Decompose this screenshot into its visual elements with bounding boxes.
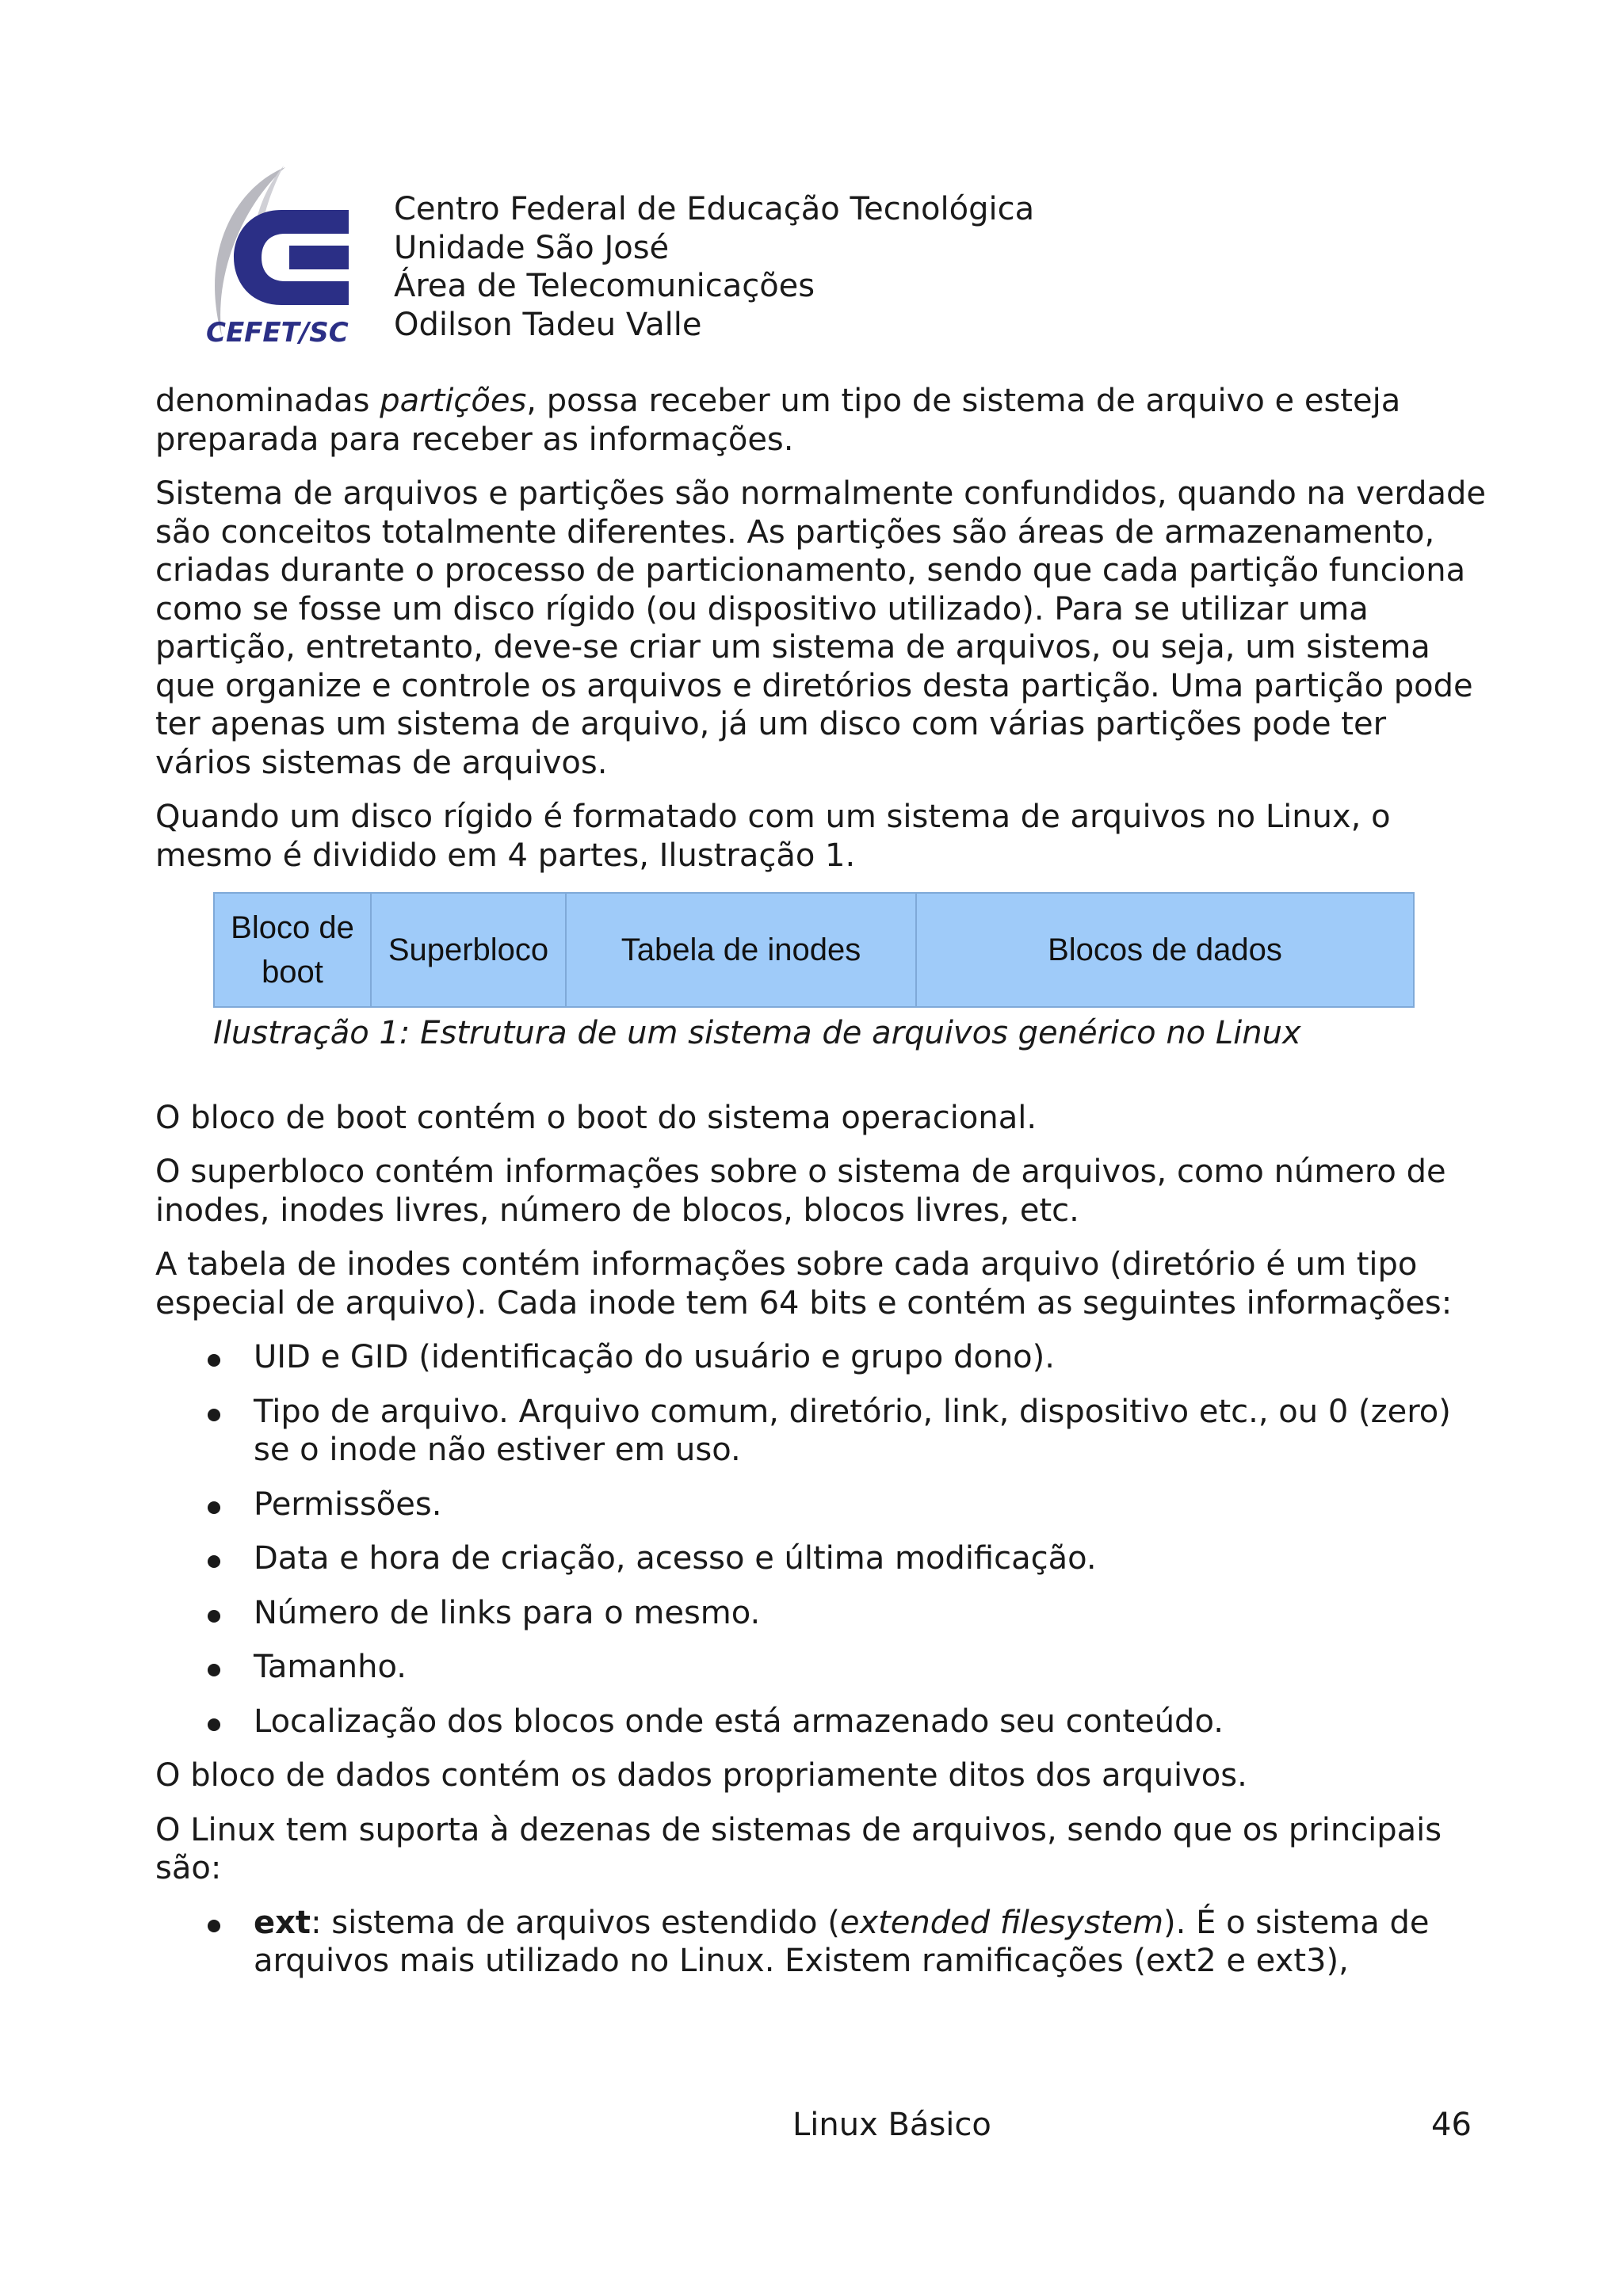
bullet-icon bbox=[208, 1409, 220, 1421]
footer-title: Linux Básico bbox=[792, 2107, 991, 2143]
cefet-logo bbox=[190, 162, 380, 353]
paragraph: A tabela de inodes contém informações sobre cada arquivo (diretório é um tipo especial de arquivo). Cada inode tem 64 bits e contém as seguintes informações: bbox=[155, 1246, 1453, 1322]
list-item: Tipo de arquivo. Arquivo comum, diretório, link, dispositivo etc., ou 0 (zero) se o inode não estiver em uso. bbox=[155, 1393, 1487, 1470]
bullet-icon bbox=[208, 1718, 220, 1731]
paragraph: O bloco de boot contém o boot do sistema operacional. bbox=[155, 1099, 1037, 1136]
paragraph: denominadas partições, possa receber um tipo de sistema de arquivo e esteja preparada para receber as informações. bbox=[155, 383, 1401, 458]
paragraph: Quando um disco rígido é formatado com um sistema de arquivos no Linux, o mesmo é dividido em 4 partes, Ilustração 1. bbox=[155, 799, 1391, 874]
paragraph: O bloco de dados contém os dados propriamente ditos dos arquivos. bbox=[155, 1757, 1247, 1794]
illustration-cell-superblock: Superbloco bbox=[372, 894, 567, 1006]
inode-info-list bbox=[155, 1338, 1487, 1741]
bullet-icon bbox=[208, 1920, 220, 1932]
list-item: Localização dos blocos onde está armazenado seu conteúdo. bbox=[155, 1703, 1487, 1741]
logo-text: CEFET/SC bbox=[206, 317, 349, 349]
paragraph: Sistema de arquivos e partições são normalmente confundidos, quando na verdade são conceitos totalmente diferentes. As partições são áreas de armazenamento, criadas durante o processo de particionamento, sendo que cada partição funciona como se fosse um disco rígido (ou dispositivo utilizado). Para se utilizar uma partição, entretanto, deve-se criar um sistema de arquivos, ou seja, um sistema que organize e controle os arquivos e diretórios desta partição. Uma partição pode ter apenas um sistema de arquivo, já um disco com várias partições pode ter vários sistemas de arquivos. bbox=[155, 475, 1487, 781]
document-body bbox=[155, 382, 1487, 1997]
list-item: Permissões. bbox=[155, 1486, 1487, 1524]
document-header bbox=[394, 190, 1034, 344]
list-item: Data e hora de criação, acesso e última modificação. bbox=[155, 1539, 1487, 1578]
header-author: Odilson Tadeu Valle bbox=[394, 306, 702, 343]
illustration-cell-inode-table: Tabela de inodes bbox=[567, 894, 917, 1006]
list-item: Tamanho. bbox=[155, 1648, 1487, 1687]
filesystem-structure-illustration bbox=[213, 892, 1415, 1008]
bullet-icon bbox=[208, 1664, 220, 1676]
italic-term: partições bbox=[380, 383, 527, 419]
list-item: UID e GID (identificação do usuário e grupo dono). bbox=[155, 1338, 1487, 1377]
illustration-cell-data-blocks: Blocos de dados bbox=[917, 894, 1413, 1006]
list-item: Número de links para o mesmo. bbox=[155, 1594, 1487, 1633]
header-unit: Unidade São José bbox=[394, 229, 670, 266]
header-institution: Centro Federal de Educação Tecnológica bbox=[394, 191, 1035, 227]
page-number: 46 bbox=[1431, 2107, 1472, 2143]
bullet-icon bbox=[208, 1610, 220, 1623]
bullet-icon bbox=[208, 1501, 220, 1514]
bullet-icon bbox=[208, 1354, 220, 1367]
paragraph: O Linux tem suporta à dezenas de sistemas de arquivos, sendo que os principais são: bbox=[155, 1811, 1442, 1886]
filesystem-name: ext bbox=[254, 1904, 311, 1941]
illustration-cell-boot-block: Bloco de boot bbox=[215, 894, 372, 1006]
filesystem-list bbox=[155, 1904, 1487, 1981]
header-area: Área de Telecomunicações bbox=[394, 268, 815, 304]
list-item: ext: sistema de arquivos estendido (extended filesystem). É o sistema de arquivos mais utilizado no Linux. Existem ramificações (ext2 e ext3), bbox=[155, 1904, 1487, 1981]
bullet-icon bbox=[208, 1555, 220, 1568]
paragraph: O superbloco contém informações sobre o sistema de arquivos, como número de inodes, inodes livres, número de blocos, blocos livres, etc. bbox=[155, 1154, 1446, 1229]
illustration-caption: Ilustração 1: Estrutura de um sistema de arquivos genérico no Linux bbox=[213, 1015, 1301, 1051]
